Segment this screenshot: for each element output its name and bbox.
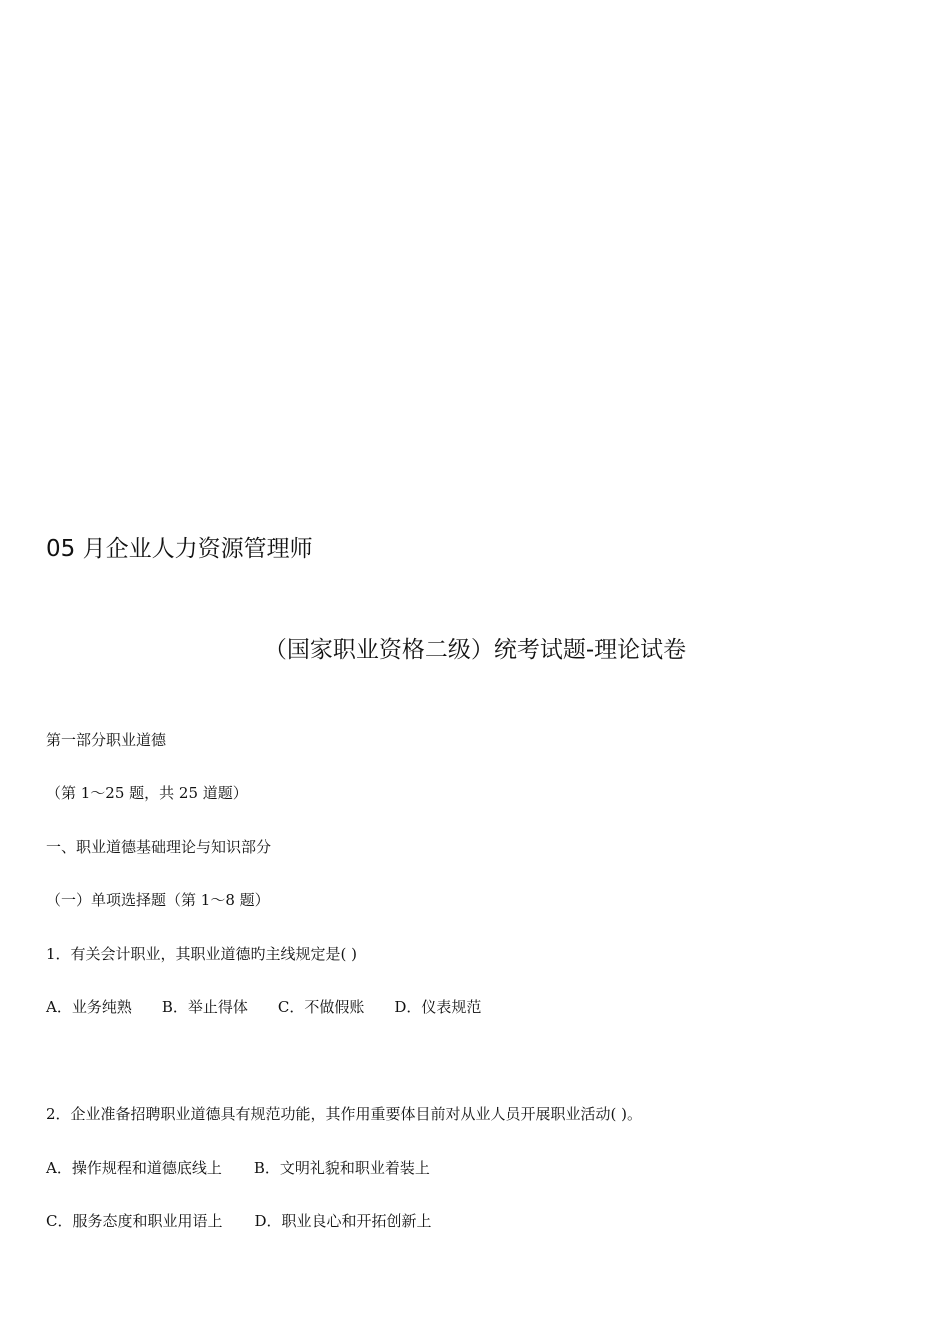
part-range: （第 1～25 题，共 25 道题）	[46, 784, 248, 802]
question-1-options	[46, 996, 481, 1018]
question-2-options-row1	[46, 1157, 430, 1179]
question-1-option-a: A．业务纯熟	[46, 998, 132, 1016]
question-1-option-c: C．不做假账	[277, 998, 365, 1016]
question-2-stem: 2．企业准备招聘职业道德具有规范功能，其作用重要体目前对从业人员开展职业活动( )。	[46, 1105, 643, 1123]
document-title-line2: （国家职业资格二级）统考试题-理论试卷	[263, 637, 687, 663]
question-2-options-row2	[46, 1210, 432, 1232]
section-heading: 一、职业道德基础理论与知识部分	[46, 838, 272, 856]
question-1-option-b: B．举止得体	[161, 998, 248, 1016]
document-title-line1: 05 月企业人力资源管理师	[46, 536, 313, 562]
question-2-option-c: C．服务态度和职业用语上	[46, 1212, 223, 1230]
part-heading: 第一部分职业道德	[46, 731, 167, 749]
question-1-stem: 1．有关会计职业，其职业道德旳主线规定是( )	[46, 945, 358, 963]
question-2-option-b: B．文明礼貌和职业着装上	[253, 1159, 430, 1177]
question-2-option-a: A．操作规程和道德底线上	[46, 1159, 222, 1177]
question-1-option-d: D．仪表规范	[394, 998, 482, 1016]
subsection-heading: （一）单项选择题（第 1～8 题）	[46, 891, 270, 909]
question-2-option-d: D．职业良心和开拓创新上	[254, 1212, 432, 1230]
